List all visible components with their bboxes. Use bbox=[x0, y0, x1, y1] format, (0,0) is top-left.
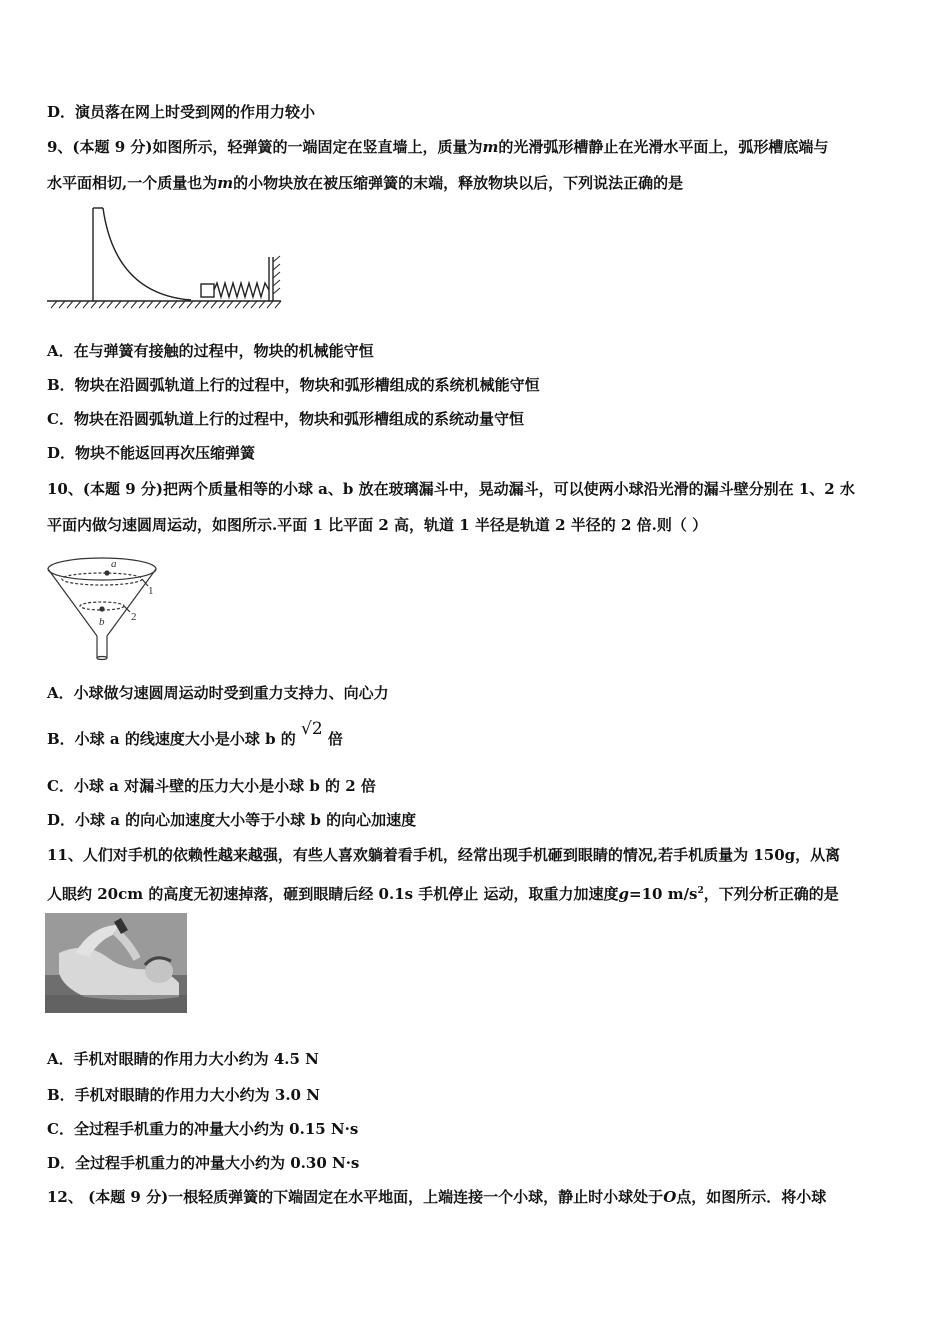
q9-option-c: C．物块在沿圆弧轨道上行的过程中，物块和弧形槽组成的系统动量守恒 bbox=[47, 410, 524, 428]
q12-stem-text: 点，如图所示．将小球 bbox=[676, 1188, 827, 1206]
q10-stem-line1: 10、(本题 9 分)把两个质量相等的小球 a、b 放在玻璃漏斗中，晃动漏斗，可以使两小球沿光滑的漏斗壁分别在 1、2 水 bbox=[47, 480, 855, 498]
label-a: a bbox=[111, 558, 117, 570]
q9-var-m: m bbox=[482, 138, 499, 156]
q10-figure-funnel bbox=[44, 548, 174, 663]
q10-option-b bbox=[47, 719, 343, 749]
q10-stem-line2: 平面内做匀速圆周运动，如图所示.平面 1 比平面 2 高，轨道 1 半径是轨道 2 半径的 2 倍.则（ ） bbox=[47, 516, 708, 534]
q12-var-o: O bbox=[663, 1188, 677, 1206]
q11-option-b: B．手机对眼睛的作用力大小约为 3.0 N bbox=[47, 1086, 320, 1104]
label-1: 1 bbox=[148, 585, 154, 597]
q11-stem-text: 人眼约 20cm 的高度无初速掉落，砸到眼睛后经 0.1s 手机停止 运动，取重力加速度 bbox=[47, 885, 619, 903]
q9-option-d: D．物块不能返回再次压缩弹簧 bbox=[47, 444, 256, 462]
prev-option-d: D．演员落在网上时受到网的作用力较小 bbox=[47, 103, 316, 121]
q9-var-m: m bbox=[217, 174, 234, 192]
q11-stem-text: =10 m/s bbox=[629, 885, 698, 903]
q10-option-d: D．小球 a 的向心加速度大小等于小球 b 的向心加速度 bbox=[47, 811, 417, 829]
q9-stem-text: 9、(本题 9 分)如图所示，轻弹簧的一端固定在竖直墙上，质量为 bbox=[47, 138, 483, 156]
sqrt2-symbol: √2 bbox=[301, 719, 323, 739]
q11-option-a: A．手机对眼睛的作用力大小约为 4.5 N bbox=[47, 1050, 319, 1068]
q11-option-d: D．全过程手机重力的冲量大小约为 0.30 N·s bbox=[47, 1154, 360, 1172]
q10-option-b-text: B．小球 a 的线速度大小是小球 b 的 bbox=[47, 730, 296, 748]
q12-stem-line1 bbox=[47, 1187, 826, 1207]
q11-stem-line1: 11、人们对手机的依赖性越来越强，有些人喜欢躺着看手机，经常出现手机砸到眼睛的情况,若手机质量为 150g，从离 bbox=[47, 846, 841, 864]
q9-option-a: A．在与弹簧有接触的过程中，物块的机械能守恒 bbox=[47, 342, 374, 360]
q10-option-a: A．小球做匀速圆周运动时受到重力支持力、向心力 bbox=[47, 684, 389, 702]
q10-option-b-text: 倍 bbox=[327, 730, 343, 748]
q11-stem-line2 bbox=[47, 881, 839, 904]
q9-stem-line2 bbox=[47, 173, 683, 193]
q10-option-c: C．小球 a 对漏斗壁的压力大小是小球 b 的 2 倍 bbox=[47, 777, 376, 795]
ball-b-icon bbox=[99, 606, 104, 611]
q11-var-g: g bbox=[618, 885, 630, 903]
q9-stem-text: 水平面相切,一个质量也为 bbox=[47, 174, 218, 192]
q11-photo-lying-phone bbox=[45, 913, 187, 1013]
q11-stem-text: ，下列分析正确的是 bbox=[703, 885, 839, 903]
q9-figure-spring-ramp bbox=[45, 200, 285, 312]
ball-a-icon bbox=[104, 570, 109, 575]
q9-stem-text: 的光滑弧形槽静止在光滑水平面上，弧形槽底端与 bbox=[498, 138, 829, 156]
q9-stem-line1 bbox=[47, 137, 828, 157]
q11-sup: 2 bbox=[697, 886, 704, 896]
q11-option-c: C．全过程手机重力的冲量大小约为 0.15 N·s bbox=[47, 1120, 359, 1138]
q9-option-b: B．物块在沿圆弧轨道上行的过程中，物块和弧形槽组成的系统机械能守恒 bbox=[47, 376, 540, 394]
label-2: 2 bbox=[131, 611, 137, 623]
q9-stem-text: 的小物块放在被压缩弹簧的末端，释放物块以后，下列说法正确的是 bbox=[233, 174, 684, 192]
q12-stem-text: 12、 (本题 9 分)一根轻质弹簧的下端固定在水平地面，上端连接一个小球，静止时小球处于 bbox=[47, 1188, 664, 1206]
label-b: b bbox=[99, 616, 105, 628]
